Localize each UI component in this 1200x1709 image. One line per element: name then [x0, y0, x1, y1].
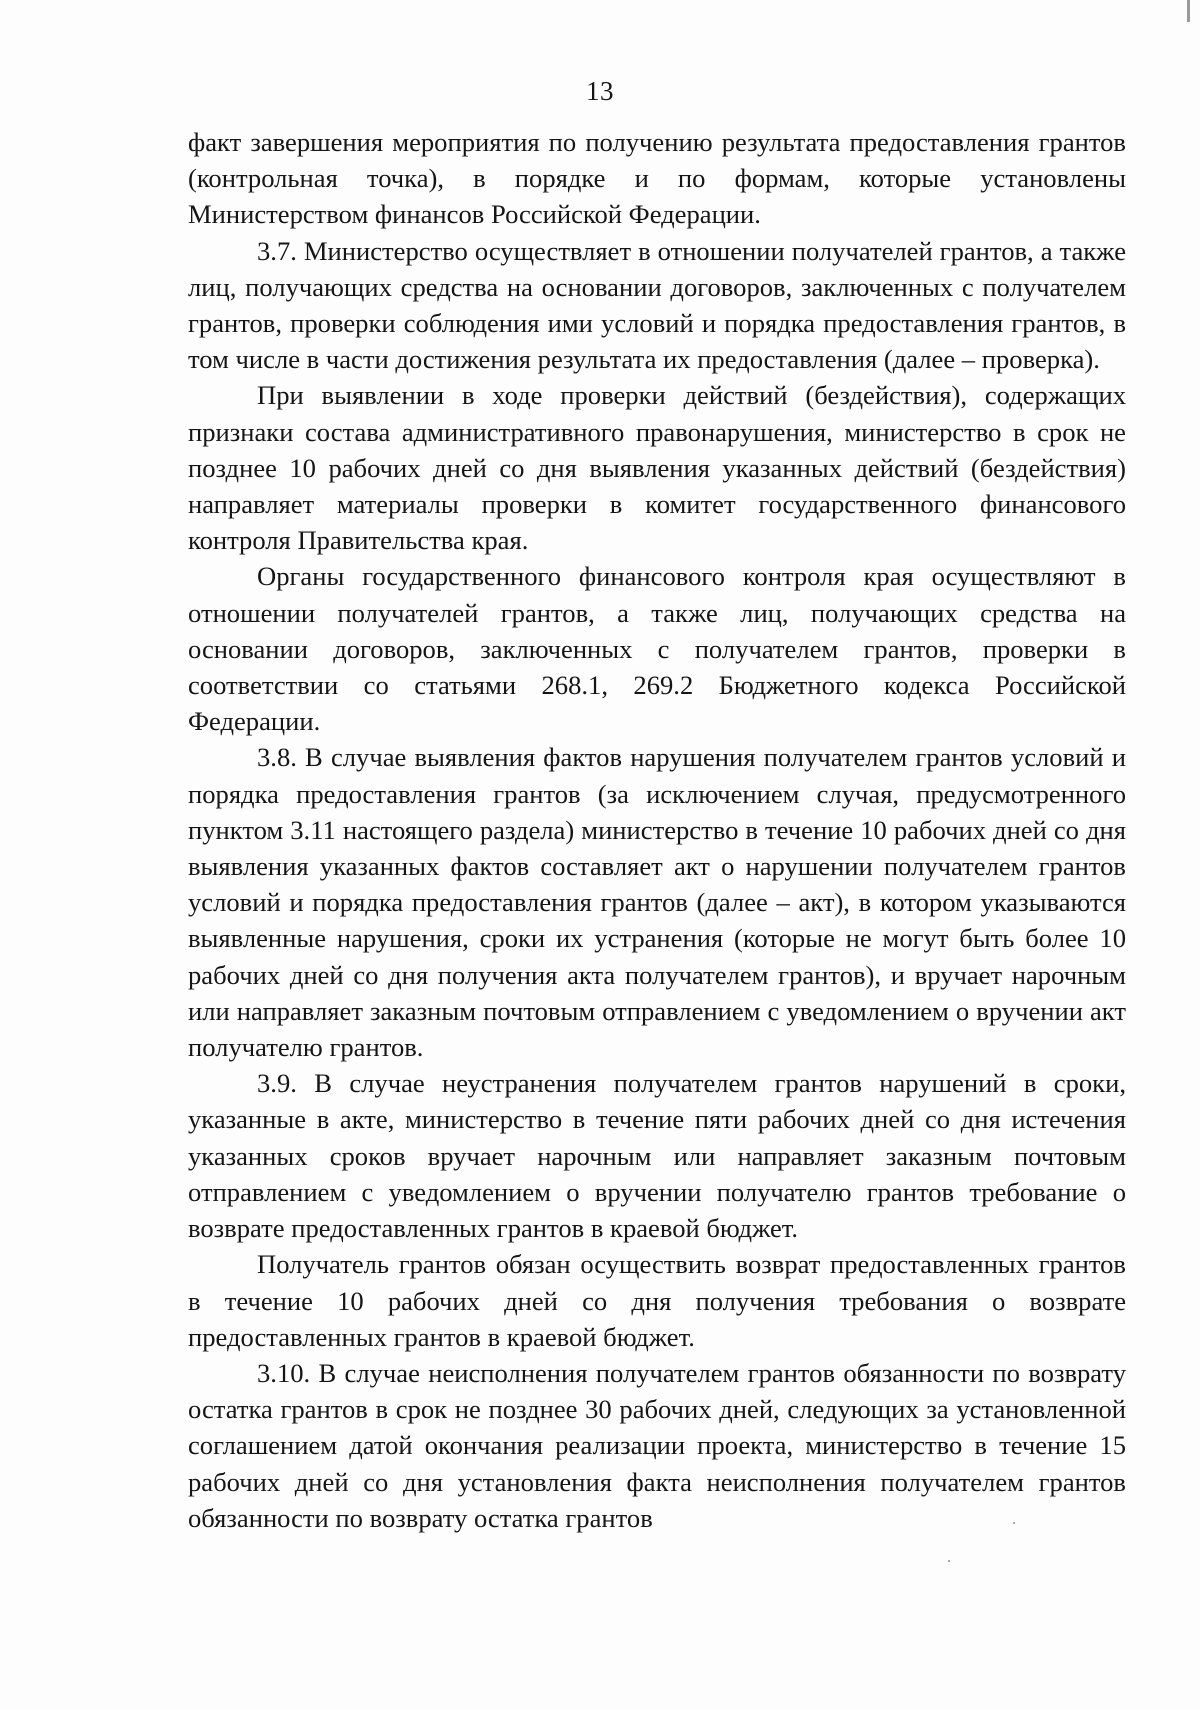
paragraph-3-8: 3.8. В случае выявления фактов нарушения получателем грантов условий и порядка предоставления грантов (за исключением случая, предусмотренного пунктом 3.11 настоящего раздела) министерство в течение 10 рабочих дней со дня выявления указанных фактов составляет акт о нарушении получателем грантов условий и порядка предоставления грантов (далее – акт), в котором указываются выявленные нарушения, сроки их устранения (которые не могут быть более 10 рабочих дней со дня получения акта получателем грантов), и вручает нарочным или направляет заказным почтовым отправлением с уведомлением о вручении акт получателю грантов.: [188, 742, 1126, 1063]
paragraph-3-7: 3.7. Министерство осуществляет в отношении получателей грантов, а также лиц, получающих средства на основании договоров, заключенных с получателем грантов, проверки соблюдения ими условий и порядка предоставления грантов, в том числе в части достижения результата их предоставления (далее – проверка).: [188, 235, 1126, 375]
document-body: [188, 124, 1126, 1536]
paragraph-return-obligation: Получатель грантов обязан осуществить возврат предоставленных грантов в течение 10 рабочих дней со дня получения требования о возврате предоставленных грантов в краевой бюджет.: [188, 1249, 1126, 1352]
paragraph-continuation: факт завершения мероприятия по получению результата предоставления грантов (контрольная точка), в порядке и по формам, которые установлены Министерством финансов Российской Федерации.: [188, 127, 1126, 230]
scan-edge-mark: [1187, 0, 1190, 22]
scan-speck: [1013, 1522, 1015, 1524]
paragraph-3-9: 3.9. В случае неустранения получателем грантов нарушений в сроки, указанные в акте, министерство в течение пяти рабочих дней со дня истечения указанных сроков вручает нарочным или направляет заказным почтовым отправлением с уведомлением о вручении получателю грантов требование о возврате предоставленных грантов в краевой бюджет.: [188, 1068, 1126, 1244]
scan-speck: [948, 1560, 950, 1562]
paragraph-financial-control: Органы государственного финансового контроля края осуществляют в отношении получателей грантов, а также лиц, получающих средства на основании договоров, заключенных с получателем грантов, проверки в соответствии со статьями 268.1, 269.2 Бюджетного кодекса Российской Федерации.: [188, 561, 1126, 737]
paragraph-3-10: 3.10. В случае неисполнения получателем грантов обязанности по возврату остатка грантов в срок не позднее 30 рабочих дней, следующих за установленной соглашением датой окончания реализации проекта, министерство в течение 15 рабочих дней со дня установления факта неисполнения получателем грантов обязанности по возврату остатка грантов: [188, 1357, 1126, 1533]
page-number: 13: [586, 76, 614, 106]
paragraph-violation-detection: При выявлении в ходе проверки действий (бездействия), содержащих признаки состава административного правонарушения, министерство в срок не позднее 10 рабочих дней со дня выявления указанных действий (бездействия) направляет материалы проверки в комитет государственного финансового контроля Правительства края.: [188, 380, 1126, 556]
